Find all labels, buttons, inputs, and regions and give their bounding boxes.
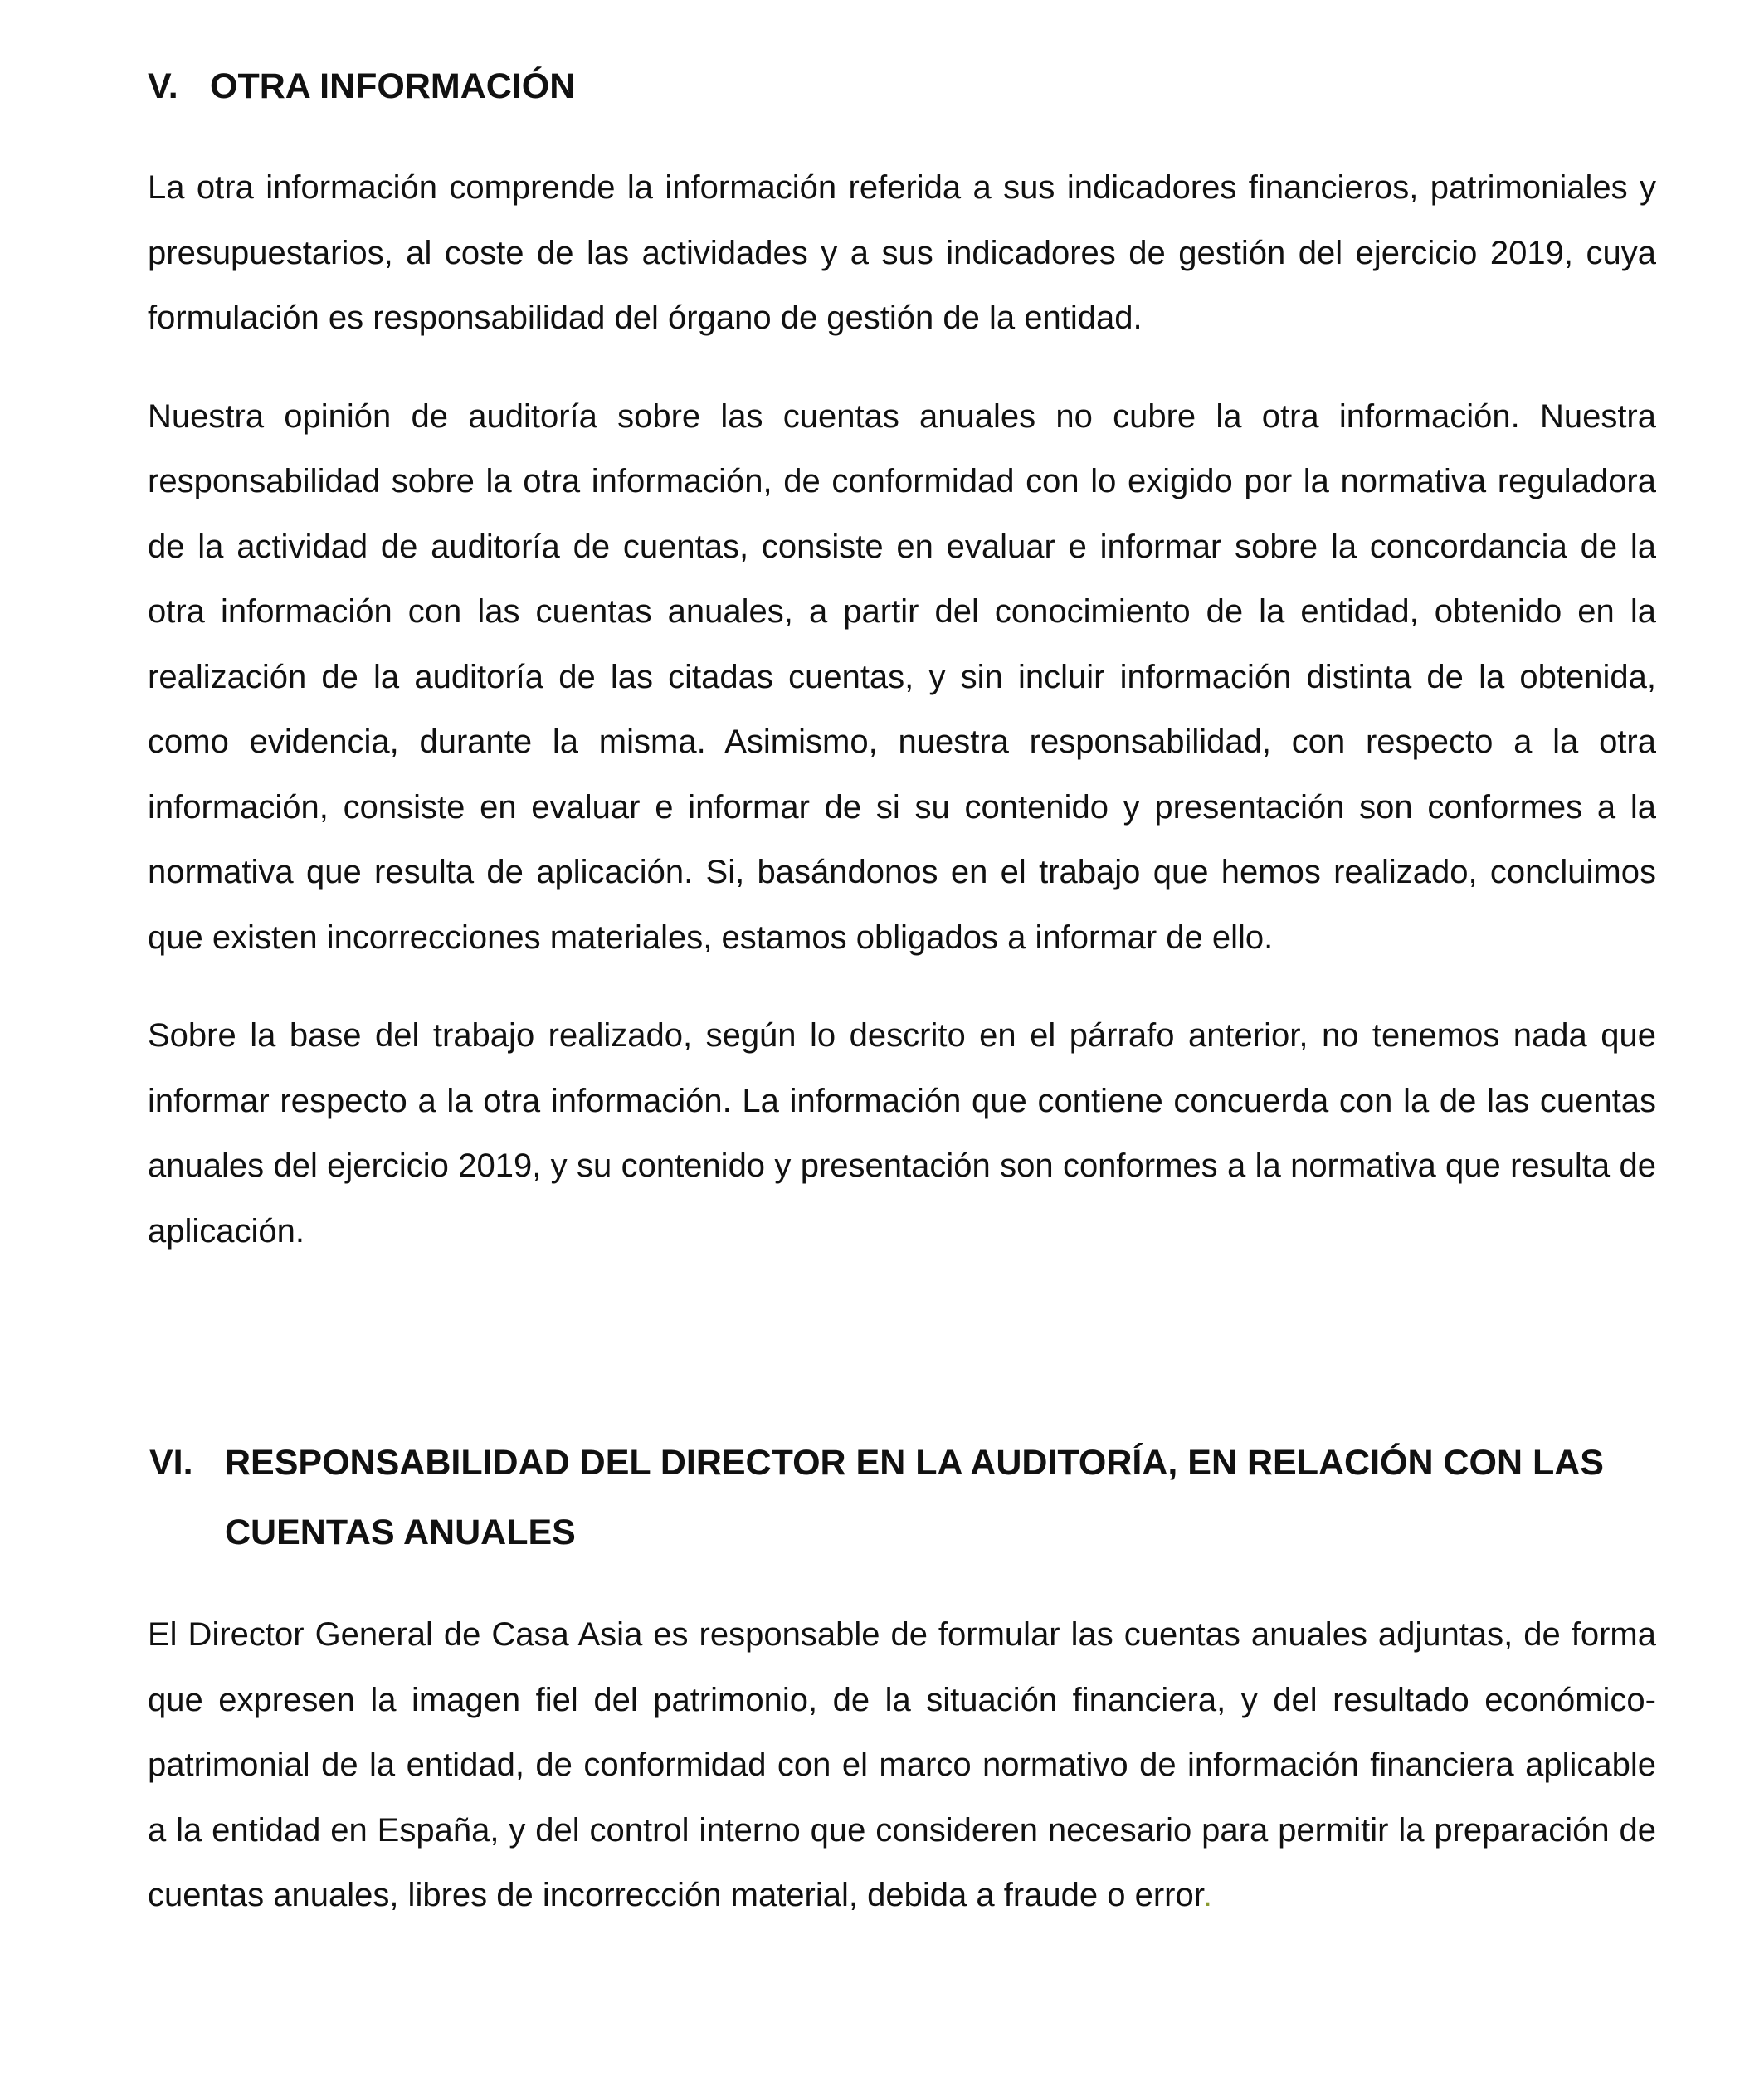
- section-5-paragraph-2: Nuestra opinión de auditoría sobre las cuentas anuales no cubre la otra información. Nuestra responsabilidad sobre la otra información, de conformidad con lo exigido por la normativa reguladora de la actividad de auditoría de cuentas, consiste en evaluar e informar sobre la concordancia de la otra información con las cuentas anuales, a partir del conocimiento de la entidad, obtenido en la realización de la auditoría de las citadas cuentas, y sin incluir información distinta de la obtenida, como evidencia, durante la misma. Asimismo, nuestra responsabilidad, con respecto a la otra información, consiste en evaluar e informar de si su contenido y presentación son conformes a la normativa que resulta de aplicación. Si, basándonos en el trabajo que hemos realizado, concluimos que existen incorrecciones materiales, estamos obligados a informar de ello.: [148, 397, 1656, 956]
- document-page: [148, 51, 1656, 1928]
- section-5-number: V.: [148, 66, 178, 106]
- section-6-paragraph-end: .: [1202, 1877, 1212, 1913]
- section-6-paragraph-1: [148, 1602, 1656, 1928]
- section-5-title: OTRA INFORMACIÓN: [210, 66, 576, 106]
- section-5-paragraph-1: La otra información comprende la información referida a sus indicadores financieros, patrimoniales y presupuestarios, al coste de las actividades y a sus indicadores de gestión del ejercicio 2019, cuya formulación es responsabilidad del órgano de gestión de la entidad.: [148, 169, 1656, 336]
- section-6-heading: [149, 1428, 1656, 1567]
- section-5-paragraph-3: Sobre la base del trabajo realizado, según lo descrito en el párrafo anterior, no tenemos nada que informar respecto a la otra información. La información que contiene concuerda con la de las cuentas anuales del ejercicio 2019, y su contenido y presentación son conformes a la normativa que resulta de aplicación.: [148, 1017, 1656, 1250]
- section-5-heading: [148, 51, 1656, 121]
- section-6-paragraph-text: El Director General de Casa Asia es responsable de formular las cuentas anuales adjuntas, de forma que expresen la imagen fiel del patrimonio, de la situación financiera, y del resultado económico-patrimonial de la entidad, de conformidad con el marco normativo de información financiera aplicable a la entidad en España, y del control interno que consideren necesario para permitir la preparación de cuentas anuales, libres de incorrección material, debida a fraude o error: [148, 1616, 1656, 1913]
- section-6-number: VI.: [149, 1443, 193, 1483]
- section-6-title: RESPONSABILIDAD DEL DIRECTOR EN LA AUDITORÍA, EN RELACIÓN CON LAS CUENTAS ANUALES: [225, 1443, 1604, 1552]
